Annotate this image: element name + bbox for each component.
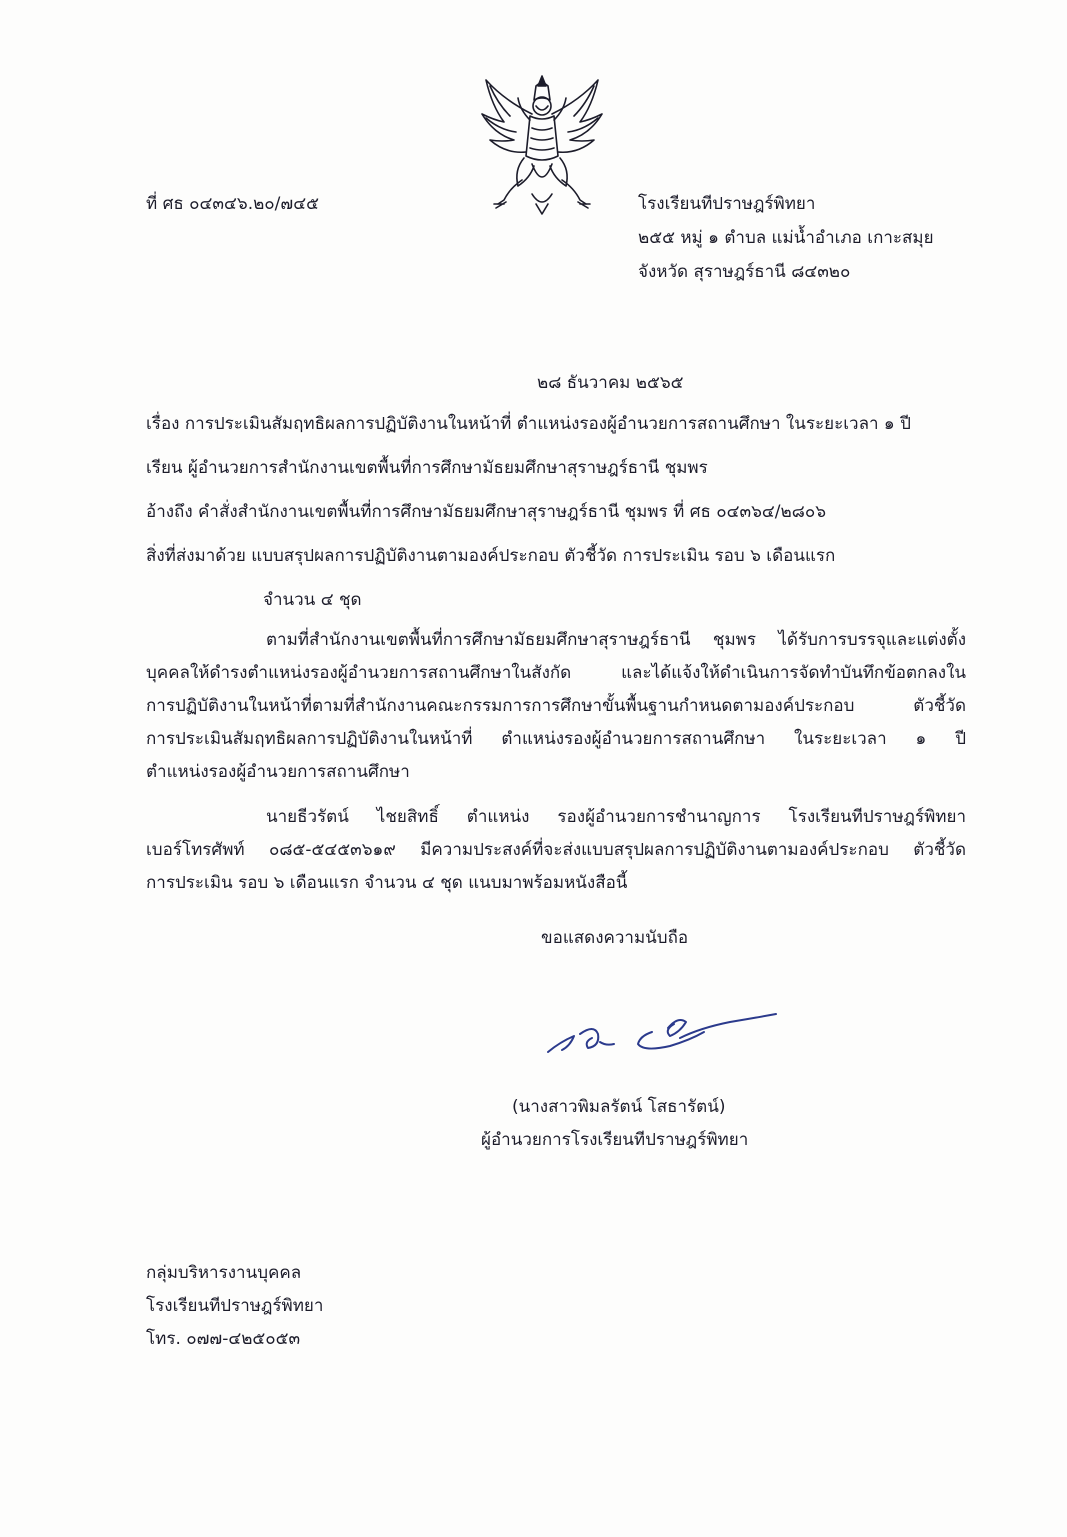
- paragraph-1-line: ตามที่สำนักงานเขตพื้นที่การศึกษามัธยมศึกษาสุราษฎร์ธานี ชุมพร ได้รับการบรรจุและแต่งตั้ง: [266, 630, 966, 650]
- subject-line: เรื่อง การประเมินสัมฤทธิผลการปฏิบัติงานในหน้าที่ ตำแหน่งรองผู้อำนวยการสถานศึกษา ในระยะเวลา ๑ ปี: [146, 414, 911, 434]
- paragraph-1-line: บุคคลให้ดำรงตำแหน่งรองผู้อำนวยการสถานศึกษาในสังกัด และได้แจ้งให้ดำเนินการจัดทำบันทึกข้อตกลงใน: [146, 663, 966, 683]
- paragraph-1-line: ตำแหน่งรองผู้อำนวยการสถานศึกษา: [146, 762, 410, 782]
- paragraph-1-line: การประเมินสัมฤทธิผลการปฏิบัติงานในหน้าที่ ตำแหน่งรองผู้อำนวยการสถานศึกษา ในระยะเวลา ๑ ปี: [146, 729, 966, 749]
- paragraph-1-line: การปฏิบัติงานในหน้าที่ตามที่สำนักงานคณะกรรมการการศึกษาขั้นพื้นฐานกำหนดตามองค์ประกอบ ตัวชี้วัด: [146, 696, 966, 716]
- school-province-line: จังหวัด สุราษฎร์ธานี ๘๔๓๒๐: [638, 262, 851, 282]
- paragraph-2-line: เบอร์โทรศัพท์ ๐๘๕-๕๔๕๓๖๑๙ มีความประสงค์ที่จะส่งแบบสรุปผลการปฏิบัติงานตามองค์ประกอบ ตัวชี้วัด: [146, 840, 966, 860]
- paragraph-2-line: นายธีวรัตน์ ไชยสิทธิ์ ตำแหน่ง รองผู้อำนวยการชำนาญการ โรงเรียนทีปราษฎร์พิทยา: [266, 807, 966, 827]
- garuda-emblem-icon: [474, 70, 610, 216]
- school-name: โรงเรียนทีปราษฎร์พิทยา: [638, 194, 816, 214]
- enclosure-line: สิ่งที่ส่งมาด้วย แบบสรุปผลการปฏิบัติงานตามองค์ประกอบ ตัวชี้วัด การประเมิน รอบ ๖ เดือนแรก: [146, 546, 836, 566]
- recipient-line: เรียน ผู้อำนวยการสำนักงานเขตพื้นที่การศึกษามัธยมศึกษาสุราษฎร์ธานี ชุมพร: [146, 458, 708, 478]
- signer-title: ผู้อำนวยการโรงเรียนทีปราษฎร์พิทยา: [481, 1130, 749, 1150]
- footer-department: กลุ่มบริหารงานบุคคล: [146, 1263, 302, 1283]
- letter-date: ๒๘ ธันวาคม ๒๕๖๕: [537, 373, 684, 393]
- footer-phone: โทร. ๐๗๗-๔๒๕๐๕๓: [146, 1329, 301, 1349]
- reference-line: อ้างถึง คำสั่งสำนักงานเขตพื้นที่การศึกษามัธยมศึกษาสุราษฎร์ธานี ชุมพร ที่ ศธ ๐๔๓๖๔/๒๘๐๖: [146, 502, 826, 522]
- closing-regards: ขอแสดงความนับถือ: [541, 928, 689, 948]
- handwritten-signature: [540, 1002, 790, 1068]
- signer-name: (นางสาวพิมลรัตน์ โสธารัตน์): [512, 1097, 726, 1117]
- footer-school: โรงเรียนทีปราษฎร์พิทยา: [146, 1296, 324, 1316]
- paragraph-2-line: การประเมิน รอบ ๖ เดือนแรก จำนวน ๔ ชุด แนบมาพร้อมหนังสือนี้: [146, 873, 628, 893]
- enclosure-quantity: จำนวน ๔ ชุด: [263, 590, 362, 610]
- document-number: ที่ ศธ ๐๔๓๔๖.๒๐/๗๔๕: [146, 194, 319, 214]
- school-address-line: ๒๕๕ หมู่ ๑ ตำบล แม่น้ำอำเภอ เกาะสมุย: [638, 228, 934, 248]
